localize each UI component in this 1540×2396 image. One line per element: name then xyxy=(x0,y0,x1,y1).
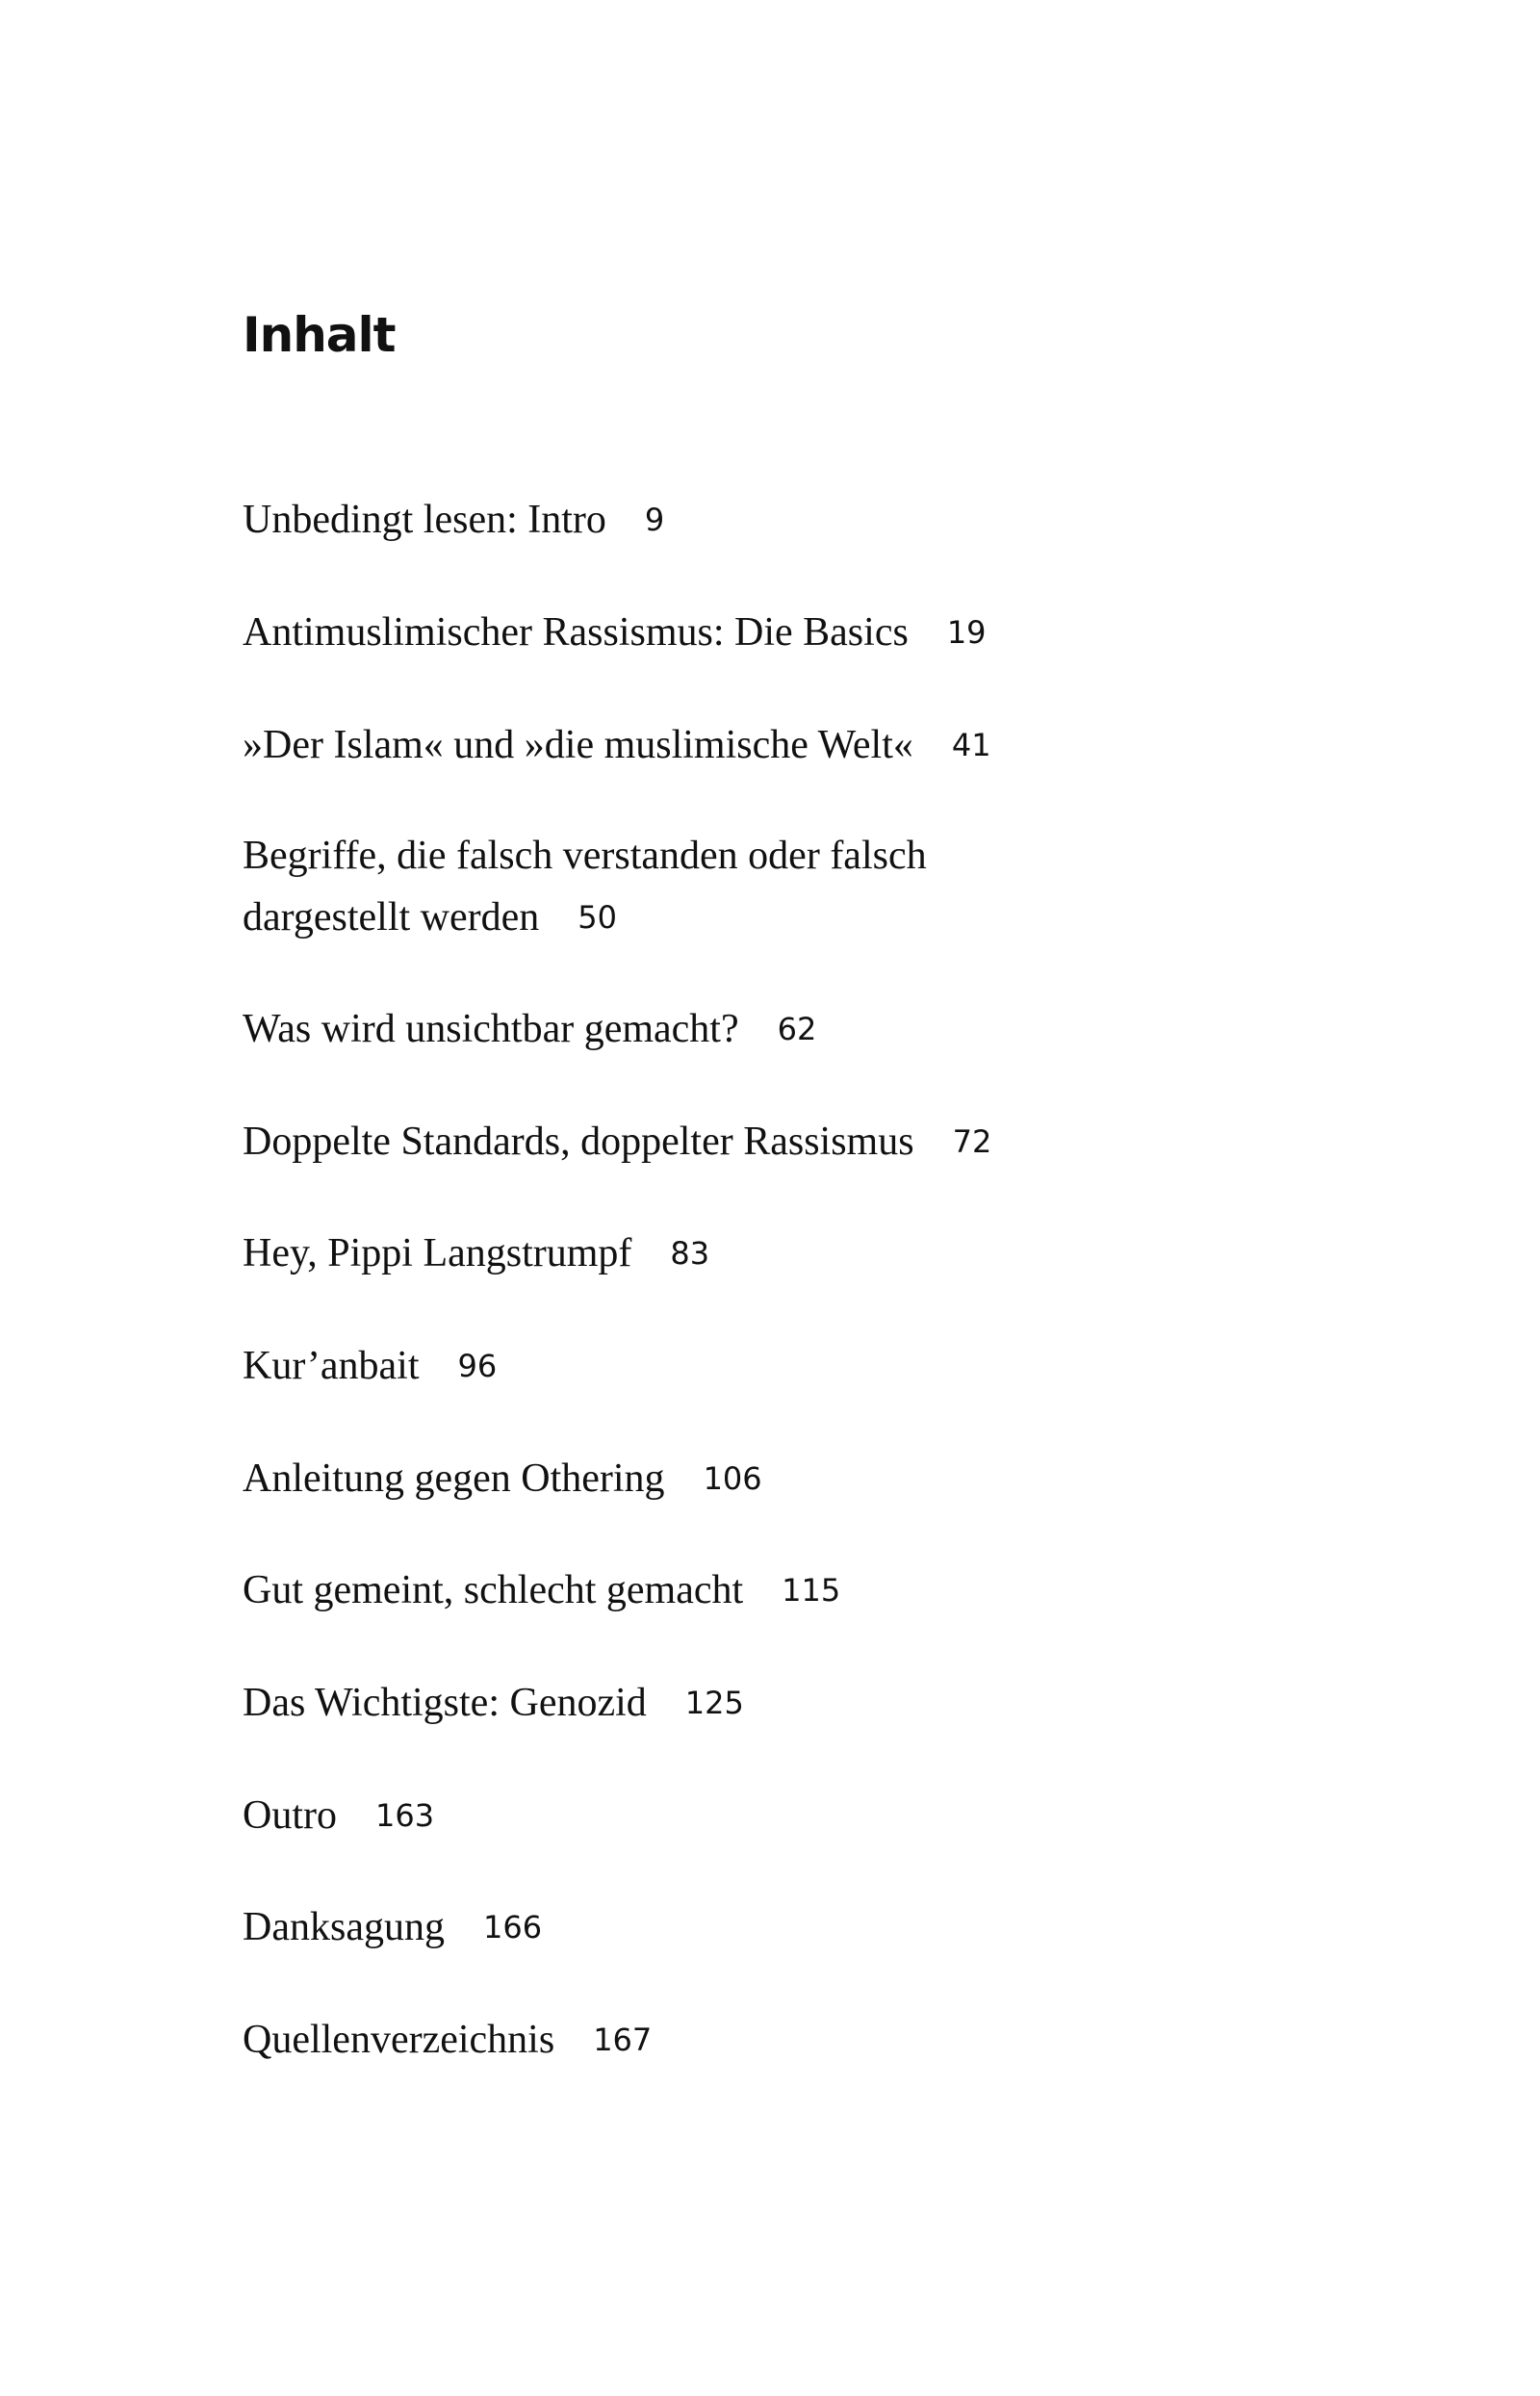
toc-entry-page: 125 xyxy=(684,1685,744,1721)
toc-entry xyxy=(243,1111,1349,1172)
toc-entry xyxy=(243,998,1349,1060)
toc-entry-page: 83 xyxy=(670,1235,710,1272)
toc-entry-title: Anleitung gegen Othering xyxy=(243,1456,665,1501)
toc-entry-page: 62 xyxy=(777,1011,817,1047)
toc-entry-title: Begriffe, die falsch verstanden oder falsch xyxy=(243,834,927,878)
toc-entry-title: Antimuslimischer Rassismus: Die Basics xyxy=(243,610,909,655)
toc-entry-page: 50 xyxy=(578,899,617,936)
toc-entry-page: 19 xyxy=(946,614,987,651)
toc-entry-page: 9 xyxy=(644,502,665,538)
toc-entry-title: Gut gemeint, schlecht gemacht xyxy=(243,1568,744,1612)
toc-entry-page: 106 xyxy=(703,1460,762,1497)
toc-entry xyxy=(243,1896,1349,1958)
toc-entry xyxy=(243,1785,1349,1846)
toc-entry-page: 41 xyxy=(951,727,991,763)
toc-entry-page: 115 xyxy=(782,1572,841,1609)
toc-entry-page: 167 xyxy=(593,2022,653,2058)
toc-entry-page: 166 xyxy=(482,1909,543,1945)
toc-entry xyxy=(243,825,1349,948)
toc-entry-title: Unbedingt lesen: Intro xyxy=(243,498,606,542)
toc-entry-title: Das Wichtigste: Genozid xyxy=(243,1681,647,1725)
toc-entry-title-continued: dargestellt werden xyxy=(243,895,540,940)
page-title: Inhalt xyxy=(243,307,396,363)
toc-entry xyxy=(243,1335,1349,1397)
toc-entry-title: Outro xyxy=(243,1793,337,1838)
toc-entry xyxy=(243,1559,1349,1621)
toc-entry-title: Quellenverzeichnis xyxy=(243,2018,555,2062)
toc-entry xyxy=(243,714,1349,776)
toc-entry-page: 163 xyxy=(375,1797,435,1834)
toc-entry xyxy=(243,1448,1349,1509)
toc-entry-title: Kur’anbait xyxy=(243,1344,420,1388)
toc-entry-title: »Der Islam« und »die muslimische Welt« xyxy=(243,723,913,767)
toc-entry-title: Hey, Pippi Langstrumpf xyxy=(243,1231,632,1275)
toc-entry xyxy=(243,1672,1349,1734)
toc-entry-title: Was wird unsichtbar gemacht? xyxy=(243,1007,739,1051)
toc-entry xyxy=(243,1223,1349,1284)
toc-entry-page: 72 xyxy=(952,1123,992,1160)
toc-entry xyxy=(243,2009,1349,2071)
toc-entry-page: 96 xyxy=(457,1348,498,1384)
toc-entry xyxy=(243,489,1349,551)
toc-entry-title: Doppelte Standards, doppelter Rassismus xyxy=(243,1120,914,1164)
toc-entry-title: Danksagung xyxy=(243,1905,445,1949)
toc-entry xyxy=(243,602,1349,663)
